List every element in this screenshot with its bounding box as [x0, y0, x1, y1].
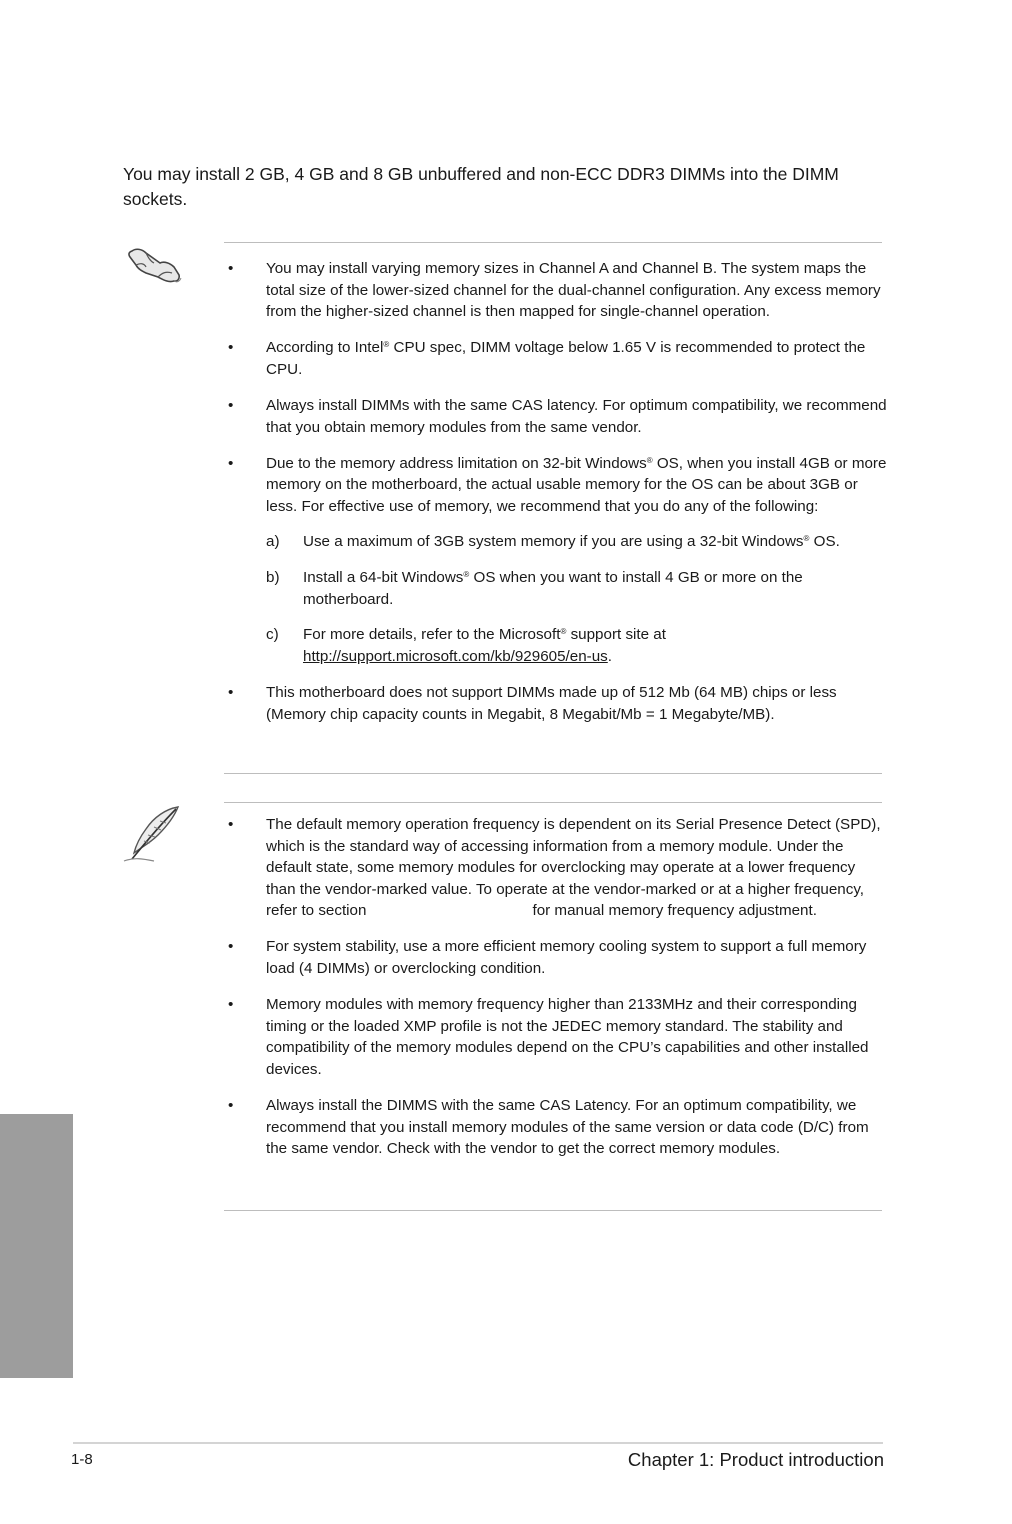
- note-box: [224, 802, 882, 1211]
- bullet: •: [228, 683, 234, 701]
- bullet: •: [228, 816, 234, 833]
- footer-divider: [73, 1442, 883, 1444]
- registered-mark: ®: [463, 570, 470, 580]
- page-number: 1-8: [71, 1451, 93, 1468]
- registered-mark: ®: [383, 340, 390, 350]
- registered-mark: ®: [560, 627, 567, 637]
- list-item: • For system stability, use a more efficient memory cooling system to support a full memory load (4 DIMMs) or overclocking condition.: [228, 938, 867, 978]
- bullet: •: [228, 339, 234, 357]
- bullet: •: [228, 396, 234, 414]
- list-item: • The default memory operation frequency is dependent on its Serial Presence Detect (SPD), which is the standard way of accessing information from a memory module. Under the default state, some memory modules for overclocking may operate at a lower frequency than the vendor-marked value. To operate at the vendor-marked or at a higher frequency, refer to section for manual memory frequency adjustment.: [228, 816, 881, 920]
- registered-mark: ®: [803, 534, 810, 544]
- bullet: •: [228, 260, 234, 277]
- sub-list-item: a) Use a maximum of 3GB system memory if you are using a 32-bit Windows® OS.: [266, 533, 840, 551]
- list-item: • This motherboard does not support DIMMs made up of 512 Mb (64 MB) chips or less (Memory chip capacity counts in Megabit, 8 Megabit/Mb = 1 Megabyte/MB).: [228, 683, 837, 723]
- sub-list: [266, 531, 888, 667]
- bullet: •: [228, 454, 234, 472]
- list-item: • Memory modules with memory frequency higher than 2133MHz and their corresponding timing or the loaded XMP profile is not the JEDEC memory standard. The stability and compatibility of the memory modules depend on the CPU’s capabilities and other installed devices.: [228, 996, 869, 1078]
- intro-paragraph: You may install 2 GB, 4 GB and 8 GB unbuffered and non-ECC DDR3 DIMMs into the DIMM sockets.: [123, 164, 839, 209]
- list-item: • According to Intel® CPU spec, DIMM voltage below 1.65 V is recommended to protect the CPU.: [228, 339, 866, 378]
- bullet: •: [228, 996, 234, 1014]
- pointing-hand-icon: [124, 243, 184, 294]
- important-box: [224, 242, 887, 774]
- list-item: • Always install the DIMMS with the same CAS Latency. For an optimum compatibility, we recommend that you install memory modules of the same version or data code (D/C) from the same vendor. Check with the vendor to get the correct memory modules.: [228, 1097, 869, 1158]
- bullet: •: [228, 938, 234, 956]
- sub-list-item: b) Install a 64-bit Windows® OS when you want to install 4 GB or more on the motherboard.: [266, 569, 803, 608]
- feather-quill-icon: [120, 803, 184, 870]
- list-item: • Always install DIMMs with the same CAS latency. For optimum compatibility, we recommend that you obtain memory modules from the same vendor.: [228, 396, 887, 436]
- list-item: • Due to the memory address limitation on 32-bit Windows® OS, when you install 4GB or more memory on the motherboard, the actual usable memory for the OS can be about 3GB or less. For effective use of memory, we recommend that you do any of the following: a) Use a maximum of 3GB system memory if you are using a 32-bit Windows® OS. b) Install a 64-bit Windows® OS when you want to install 4 GB or more on the motherboard. c) For more details, refer to the Microsoft® support site at http://support.microsoft.com/kb/929605/en-us.: [224, 453, 888, 668]
- bullet: •: [228, 1097, 234, 1115]
- chapter-title: Chapter 1: Product introduction: [627, 1449, 884, 1470]
- sub-list-item: c) For more details, refer to the Microsoft® support site at http://support.microsoft.com/kb/929605/en-us.: [266, 626, 666, 665]
- important-list: [224, 258, 888, 740]
- list-item: • You may install varying memory sizes in Channel A and Channel B. The system maps the total size of the lower-sized channel for the dual-channel configuration. Any excess memory from the higher-sized channel is then mapped for single-channel operation.: [228, 260, 881, 321]
- chapter-side-tab: [0, 1114, 73, 1378]
- registered-mark: ®: [646, 455, 653, 465]
- note-list: [224, 814, 888, 1174]
- microsoft-support-link[interactable]: http://support.microsoft.com/kb/929605/en-us: [303, 647, 608, 665]
